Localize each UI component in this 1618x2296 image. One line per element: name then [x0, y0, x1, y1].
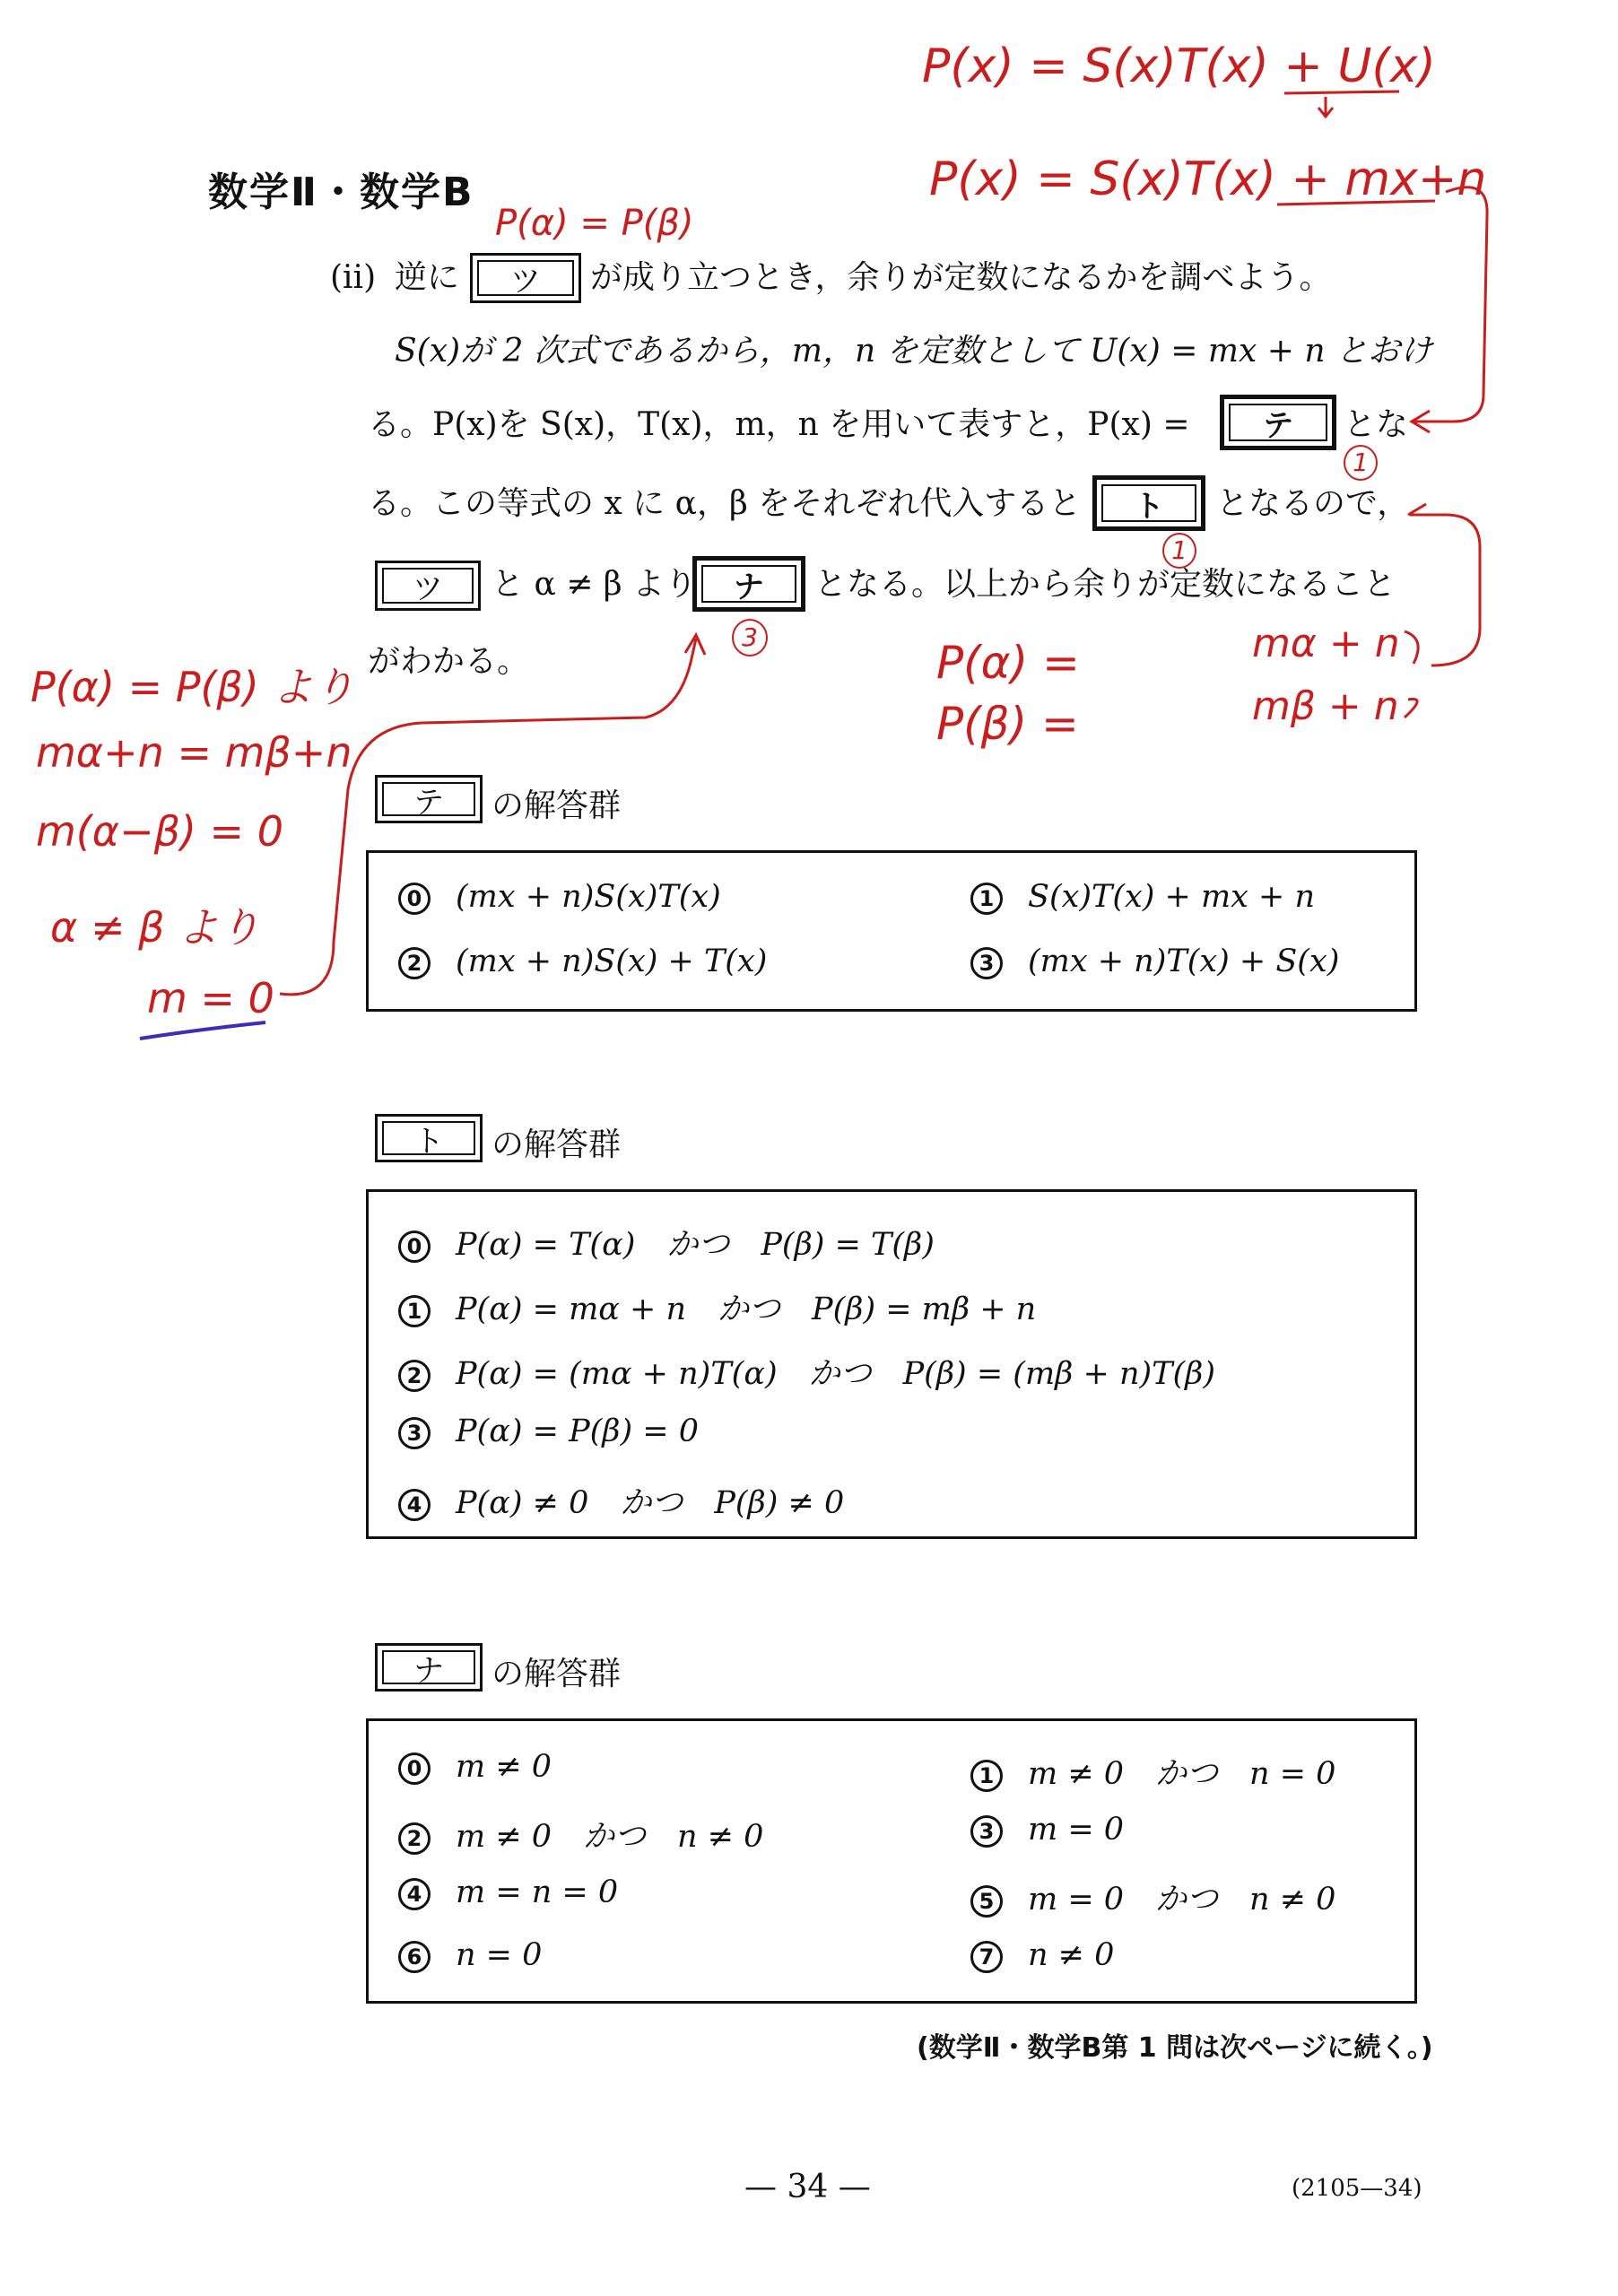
hw-underline-u [1284, 91, 1399, 93]
choice-to-1: 1 P(α) = mα + n かつ P(β) = mβ + n [398, 1284, 1036, 1329]
choice-to-4: 4 P(α) ≠ 0 かつ P(β) ≠ 0 [398, 1478, 844, 1523]
part-label: (ii) [330, 259, 377, 296]
answer-box-tsu: ツ [470, 253, 581, 303]
choice-to-3: 3 P(α) = P(β) = 0 [398, 1413, 699, 1449]
group-label-box-na: ナ [375, 1643, 483, 1692]
choice-na-4: 4 m = n = 0 [398, 1874, 618, 1910]
para-line-2: S(x)が 2 次式であるから，m，n を定数として U(x) = mx + n とおけ [395, 333, 1432, 370]
hw-underline-mxn [1277, 201, 1435, 204]
answer-box-te: テ [1220, 395, 1336, 450]
hw-left-line-3: m(α−β) = 0 [36, 807, 283, 856]
page-header: 数学Ⅱ・数学B [208, 170, 474, 215]
hw-left-line-2: mα+n = mβ+n [36, 728, 352, 777]
hw-left-line-4: α ≠ β より [50, 903, 261, 952]
para-line-4a: る。この等式の x に α，β をそれぞれ代入すると [368, 485, 1082, 522]
group-label-box-te: テ [375, 775, 483, 823]
hw-p-alpha: P(α) = [936, 637, 1080, 689]
page-number: — 34 — [744, 2169, 871, 2205]
hw-p-beta: P(β) = [936, 698, 1079, 750]
answer-box-to: ト [1092, 475, 1205, 531]
hw-circle-3: 3 [732, 619, 768, 657]
hw-brace-values [1405, 631, 1418, 718]
hw-arrow-to-te [1414, 187, 1487, 422]
choice-na-2: 2 m ≠ 0 かつ n ≠ 0 [398, 1812, 763, 1857]
hw-left-line-5: m = 0 [147, 974, 274, 1022]
hw-circle-1b: 1 [1162, 533, 1196, 569]
para-line-6: がわかる。 [368, 643, 530, 680]
choice-te-2: 2 (mx + n)S(x) + T(x) [398, 944, 767, 979]
para-line-4b: となるので， [1216, 485, 1410, 522]
hw-left-line-1: P(α) = P(β) より [30, 663, 355, 711]
para-line-1a: 逆に [395, 259, 460, 296]
hw-top-line-2: P(x) = S(x)T(x) + mx+n [929, 152, 1487, 206]
choice-na-5: 5 m = 0 かつ n ≠ 0 [970, 1874, 1335, 1919]
choice-na-3: 3 m = 0 [970, 1812, 1124, 1848]
para-line-3a: る。P(x)を S(x)，T(x)，m，n を用いて表すと，P(x) = [368, 406, 1190, 443]
choice-na-0: 0 m ≠ 0 [398, 1749, 552, 1785]
choice-na-1: 1 m ≠ 0 かつ n = 0 [970, 1749, 1335, 1794]
hw-m-beta-n: mβ + n [1252, 683, 1399, 729]
hw-down-arrow [1318, 97, 1333, 117]
group-title-te: の解答群 [491, 787, 622, 824]
group-title-na: の解答群 [491, 1656, 622, 1692]
hw-arrow-to-to [1410, 515, 1480, 665]
para-line-5a: と α ≠ β より [491, 566, 698, 603]
hw-top-line-1: P(x) = S(x)T(x) + U(x) [922, 39, 1436, 93]
hw-m-alpha-n: mα + n [1252, 621, 1400, 666]
choice-te-1: 1 S(x)T(x) + mx + n [970, 879, 1315, 915]
choice-to-0: 0 P(α) = T(α) かつ P(β) = T(β) [398, 1220, 935, 1265]
hw-blue-underline [140, 1022, 265, 1039]
para-line-1b: が成り立つとき，余りが定数になるかを調べよう。 [590, 259, 1332, 296]
hw-arrow-to-na [280, 639, 696, 995]
choice-na-7: 7 n ≠ 0 [970, 1937, 1114, 1973]
page-code: (2105—34) [1292, 2175, 1422, 2202]
para-line-3b: とな [1344, 406, 1409, 443]
choice-na-6: 6 n = 0 [398, 1937, 542, 1973]
group-title-to: の解答群 [491, 1126, 622, 1163]
hw-circle-1a: 1 [1344, 445, 1378, 481]
choice-to-2: 2 P(α) = (mα + n)T(α) かつ P(β) = (mβ + n)T(β) [398, 1349, 1215, 1394]
hw-arrowhead-to [1408, 504, 1426, 515]
choice-te-0: 0 (mx + n)S(x)T(x) [398, 879, 721, 915]
continued-note: (数学Ⅱ・数学B第 1 問は次ページに続く。) [917, 2032, 1433, 2064]
group-label-box-to: ト [375, 1114, 483, 1162]
choice-te-3: 3 (mx + n)T(x) + S(x) [970, 944, 1339, 979]
answer-box-tsu-2: ツ [375, 561, 481, 611]
hw-near-tsu: P(α) = P(β) [495, 203, 694, 244]
answer-box-na: ナ [692, 556, 805, 612]
para-line-5b: となる。以上から余りが定数になること [814, 566, 1396, 603]
